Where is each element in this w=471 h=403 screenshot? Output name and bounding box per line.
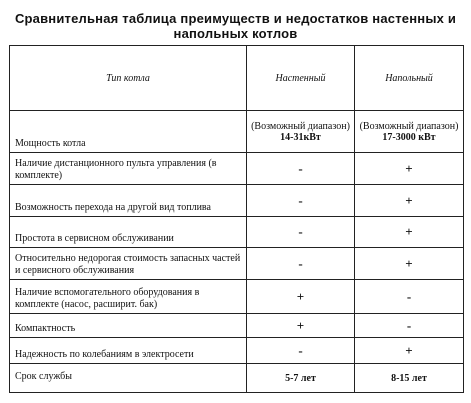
wall-value: - (247, 217, 355, 248)
header-floor-standing: Напольный (355, 46, 464, 111)
table-row-service-life (10, 364, 464, 393)
header-row (10, 46, 464, 111)
row-label: Надежность по колебаниям в электросети (10, 338, 247, 364)
wall-value: + (247, 280, 355, 314)
row-label: Мощность котла (10, 111, 247, 153)
comparison-table (9, 45, 464, 393)
table-row (10, 314, 464, 338)
header-wall-mounted: Настенный (247, 46, 355, 111)
floor-value: + (355, 248, 464, 280)
power-floor-cell (355, 111, 464, 153)
row-label: Срок службы (10, 364, 247, 393)
comparison-table-container (9, 45, 463, 393)
power-wall-note: (Возможный диапазон) (251, 120, 350, 132)
row-label: Относительно недорогая стоимость запасных частей и сервисного обслуживания (10, 248, 247, 280)
table-row (10, 280, 464, 314)
header-boiler-type: Тип котла (10, 46, 247, 111)
wall-value: - (247, 248, 355, 280)
floor-value: - (355, 280, 464, 314)
table-row (10, 153, 464, 185)
floor-value: + (355, 153, 464, 185)
service-life-wall: 5-7 лет (247, 364, 355, 393)
wall-value: + (247, 314, 355, 338)
wall-value: - (247, 185, 355, 217)
power-floor-value: 17-3000 кВт (382, 131, 436, 143)
row-label: Наличие дистанционного пульта управления (в комплекте) (10, 153, 247, 185)
row-label: Компактность (10, 314, 247, 338)
row-label: Простота в сервисном обслуживании (10, 217, 247, 248)
table-row (10, 185, 464, 217)
table-row (10, 217, 464, 248)
service-life-floor: 8-15 лет (355, 364, 464, 393)
floor-value: + (355, 217, 464, 248)
table-row (10, 248, 464, 280)
row-label: Возможность перехода на другой вид топлива (10, 185, 247, 217)
table-row-power (10, 111, 464, 153)
floor-value: - (355, 314, 464, 338)
floor-value: + (355, 185, 464, 217)
power-wall-value: 14-31кВт (280, 131, 321, 143)
wall-value: - (247, 153, 355, 185)
row-label: Наличие вспомогательного оборудования в комплекте (насос, расширит. бак) (10, 280, 247, 314)
wall-value: - (247, 338, 355, 364)
power-wall-cell (247, 111, 355, 153)
table-row (10, 338, 464, 364)
power-floor-note: (Возможный диапазон) (359, 120, 459, 132)
page-title: Сравнительная таблица преимуществ и недостатков настенных и напольных котлов (14, 11, 457, 41)
floor-value: + (355, 338, 464, 364)
